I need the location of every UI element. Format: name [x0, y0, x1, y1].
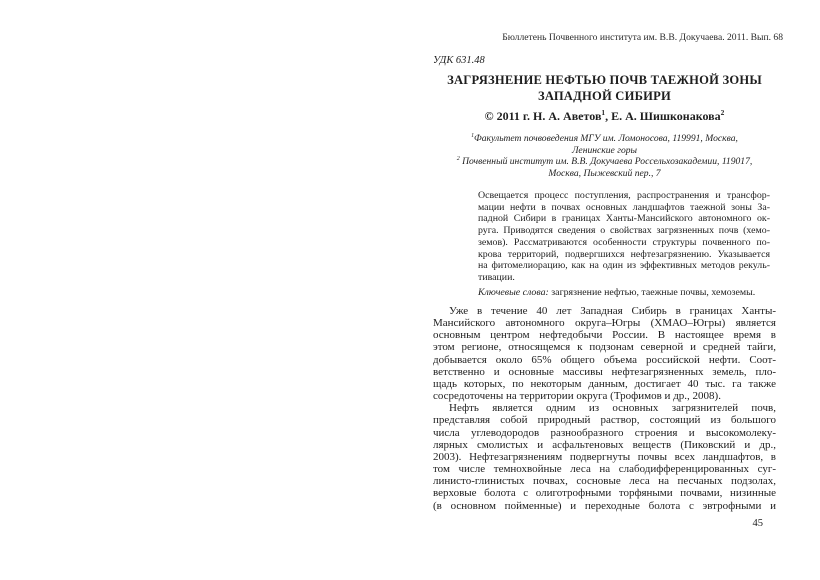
author-1-affiliation-mark: 1	[601, 108, 606, 117]
affiliation-mark: 2	[456, 156, 460, 163]
paragraph-1	[433, 305, 776, 402]
text-line: сосредоточены на территории округа (Трофимов и др., 2008).	[433, 390, 721, 403]
text-line: том числе темнохвойные леса на слабодифференцированных суг-	[433, 463, 776, 476]
text-line: крова территорий, подвергшихся нефтезагрязнению. Указывается	[478, 248, 770, 260]
text-line: верховые болота с олиготрофными торфяными почвами, низинные	[433, 487, 776, 500]
text-line: мации нефти в почвах основных ландшафтов таежной зоны За-	[478, 201, 770, 213]
abstract	[478, 190, 770, 284]
text-line: Уже в течение 40 лет Западная Сибирь в границах Ханты-	[449, 305, 776, 317]
text-line: (в основном пойменные) и переходные болота с эвтрофными и	[433, 499, 776, 512]
text-line: добывается около 65% общего объема российской нефти. Соот-	[433, 353, 776, 366]
text-line: ветственно и основные массивы нефтезагрязненных земель, пло-	[433, 365, 776, 378]
text-line: на фитомелиорацию, как на один из эффективных методов рекуль-	[478, 260, 770, 272]
text-line: этом регионе, относящемся к подзонам северной и средней тайги,	[433, 341, 776, 354]
text-line: ЗАПАДНОЙ СИБИРИ	[537, 89, 672, 103]
affiliation-mark: 1	[471, 132, 475, 139]
text-line: тивации.	[478, 271, 515, 283]
text-line: основным центром нефтедобычи России. В настоящее время в	[433, 329, 776, 342]
text-line: руга. Приводятся сведения о свойствах загрязненных почв (хемо-	[478, 225, 770, 237]
text-line: линисто-глинистых почвах, сосновые леса на песчаных подзолах,	[433, 475, 776, 488]
affiliations	[433, 133, 776, 180]
page-number: 45	[752, 518, 763, 529]
text-line: Нефть является одним из основных загрязнителей почв,	[449, 402, 776, 415]
text-line: Освещается процесс поступления, распространения и трансфор-	[478, 190, 770, 201]
affiliation-line: $^1$Факультет почвоведения МГУ им. Ломоносова, 119991, Москва,	[471, 132, 738, 144]
text-line: Мансийского автономного округа–Югры (ХМАО–Югры) является	[433, 317, 776, 330]
affiliation-line: Ленинские горы	[571, 144, 638, 156]
article-body	[433, 305, 776, 512]
text-line: представляя собой природный раствор, состоящий из большого	[433, 414, 776, 427]
authors-line	[433, 109, 776, 124]
author-1: Н. А. Аветов	[533, 109, 602, 123]
text-line: земов). Рассматриваются особенности структуры почвенного по-	[478, 236, 770, 248]
article-title	[433, 72, 776, 104]
affiliation-line: Москва, Пыжевский пер., 7	[548, 168, 661, 180]
keywords-line	[478, 287, 770, 299]
author-2: Е. А. Шишконакова	[611, 109, 721, 123]
text-line: ЗАГРЯЗНЕНИЕ НЕФТЬЮ ПОЧВ ТАЕЖНОЙ ЗОНЫ	[447, 73, 762, 87]
paragraph-2	[433, 402, 776, 511]
keywords-label: Ключевые слова:	[478, 287, 549, 298]
author-2-affiliation-mark: 2	[720, 108, 725, 117]
text-line: лярных смолистых и асфальтеновых веществ (Пиковский и др.,	[433, 438, 776, 451]
keywords-text: загрязнение нефтью, таежные почвы, хемоземы.	[548, 287, 756, 298]
text-line: числа углеводородов разнообразного строения и высокомолеку-	[433, 426, 776, 439]
text-line: падной Сибири в границах Ханты-Мансийского автономного ок-	[478, 213, 770, 225]
udk-code: УДК 631.48	[433, 55, 485, 66]
running-head: Бюллетень Почвенного института им. В.В. Докучаева. 2011. Вып. 68	[502, 32, 783, 43]
affiliation-line: $^2$ Почвенный институт им. В.В. Докучаева Россельхозакадемии, 119017,	[456, 156, 753, 168]
copyright-year: © 2011 г.	[484, 109, 534, 123]
text-line: 2003). Нефтезагрязнениям подвергнуты почвы всех ландшафтов, в	[433, 450, 776, 463]
authors-separator: ,	[605, 109, 612, 123]
text-line: щадь которых, по некоторым данным, достигает 40 тыс. га также	[433, 377, 776, 390]
